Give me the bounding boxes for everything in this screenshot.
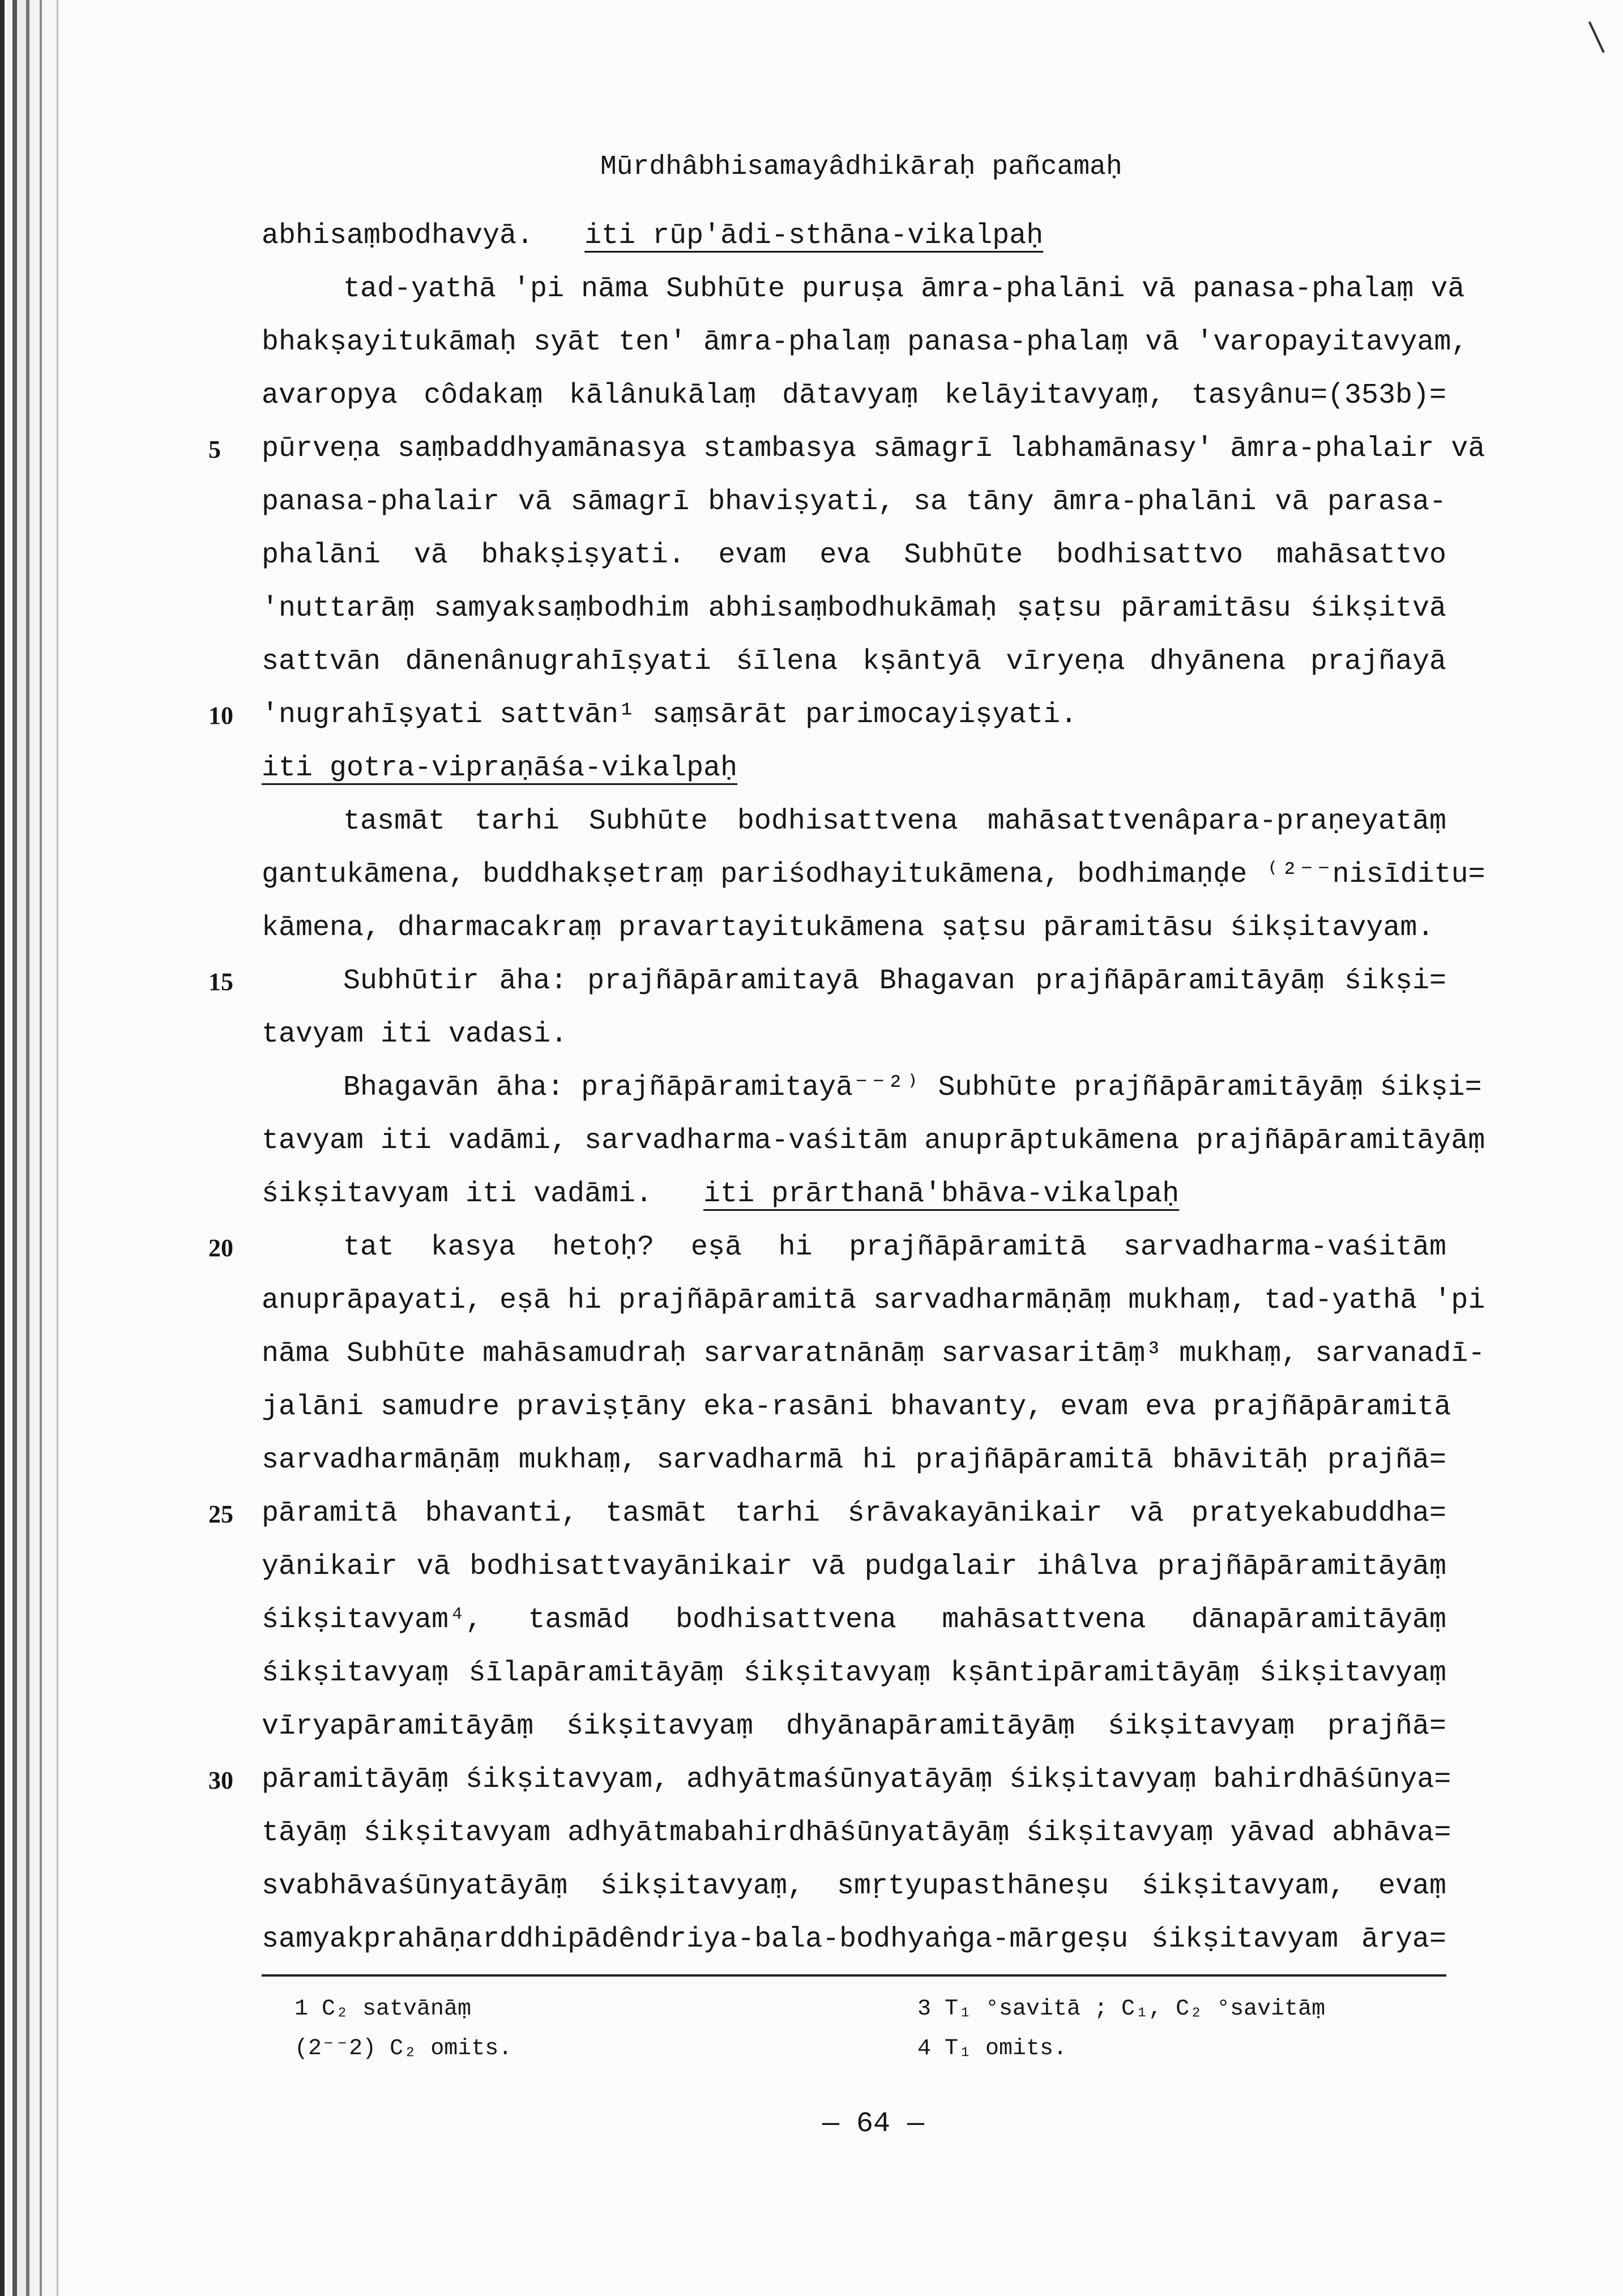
footnote-2: (2⁻⁻2) C₂ omits. bbox=[294, 2036, 512, 2062]
footnote-1: 1 C₂ satvānāṃ bbox=[294, 1996, 472, 2022]
footnote-3: 3 T₁ °savitā ; C₁, C₂ °savitāṃ bbox=[917, 1996, 1326, 2022]
section-colophon: iti prārthanā'bhāva-vikalpaḥ bbox=[703, 1178, 1180, 1210]
text-line: bhakṣayitukāmaḥ syāt ten' āmra-phalaṃ panasa-phalaṃ vā 'varopayitavyam, bbox=[262, 326, 1468, 359]
text-line: nāma Subhūte mahāsamudraḥ sarvaratnānāṃ sarvasaritāṃ³ mukhaṃ, sarvanadī- bbox=[262, 1338, 1485, 1370]
text-line: pūrveṇa saṃbaddhyamānasya stambasya sāmagrī labhamānasy' āmra-phalair vā bbox=[262, 433, 1485, 465]
text-line: tad-yathā 'pi nāma Subhūte puruṣa āmra-phalāni vā panasa-phalaṃ vā bbox=[343, 273, 1465, 305]
text-line: jalāni samudre praviṣṭāny eka-rasāni bhavanty, evam eva prajñāpāramitā bbox=[262, 1391, 1451, 1423]
text-line: avaropya côdakaṃ kālânukālaṃ dātavyaṃ kelāyitavyaṃ, tasyânu=(353b)= bbox=[262, 379, 1446, 412]
text-line: śikṣitavyaṃ śīlapāramitāyāṃ śikṣitavyaṃ kṣāntipāramitāyāṃ śikṣitavyaṃ bbox=[262, 1657, 1446, 1689]
text-line: pāramitā bhavanti, tasmāt tarhi śrāvakayānikair vā pratyekabuddha= bbox=[262, 1497, 1446, 1530]
text-line: yānikair vā bodhisattvayānikair vā pudgalair ihâlva prajñāpāramitāyāṃ bbox=[262, 1551, 1446, 1583]
text-line: śikṣitavyam⁴, tasmād bodhisattvena mahāsattvena dānapāramitāyāṃ bbox=[262, 1604, 1446, 1636]
footnote-4: 4 T₁ omits. bbox=[917, 2036, 1067, 2062]
footnote-rule bbox=[262, 1974, 1446, 1977]
text-line: sattvān dānenânugrahīṣyati śīlena kṣāntyā vīryeṇa dhyānena prajñayā bbox=[262, 646, 1446, 678]
text-line: sarvadharmāṇāṃ mukhaṃ, sarvadharmā hi prajñāpāramitā bhāvitāḥ prajñā= bbox=[262, 1444, 1446, 1476]
text-line: 'nuttarāṃ samyaksaṃbodhim abhisaṃbodhukāmaḥ ṣaṭsu pāramitāsu śikṣitvā bbox=[262, 592, 1446, 625]
line-number: 15 bbox=[208, 968, 233, 996]
text-line: phalāni vā bhakṣiṣyati. evam eva Subhūte bodhisattvo mahāsattvo bbox=[262, 539, 1446, 571]
running-header: Mūrdhâbhisamayâdhikāraḥ pañcamaḥ bbox=[600, 152, 1122, 182]
text-line: gantukāmena, buddhakṣetraṃ pariśodhayitukāmena, bodhimaṇḍe ⁽²⁻⁻nisīditu= bbox=[262, 859, 1485, 891]
text-line bbox=[262, 754, 1446, 783]
text-line: 'nugrahīṣyati sattvān¹ saṃsārāt parimocayiṣyati. bbox=[262, 699, 1078, 731]
text-line: kāmena, dharmacakraṃ pravartayitukāmena ṣaṭsu pāramitāsu śikṣitavyam. bbox=[262, 912, 1434, 944]
text-line: Subhūtir āha: prajñāpāramitayā Bhagavan prajñāpāramitāyāṃ śikṣi= bbox=[343, 965, 1446, 997]
text-line: pāramitāyāṃ śikṣitavyam, adhyātmaśūnyatāyāṃ śikṣitavyaṃ bahirdhāśūnya= bbox=[262, 1764, 1451, 1796]
text-line: Bhagavān āha: prajñāpāramitayā⁻⁻²⁾ Subhūte prajñāpāramitāyāṃ śikṣi= bbox=[343, 1072, 1482, 1104]
book-binding-edge bbox=[0, 0, 85, 2296]
text-line bbox=[262, 222, 1446, 250]
text-line: panasa-phalair vā sāmagrī bhaviṣyati, sa tāny āmra-phalāni vā parasa- bbox=[262, 486, 1446, 518]
line-number: 25 bbox=[208, 1500, 233, 1528]
text-line bbox=[262, 1180, 1446, 1209]
text-line: tasmāt tarhi Subhūte bodhisattvena mahāsattvenâpara-praṇeyatāṃ bbox=[343, 805, 1446, 838]
corner-scan-mark bbox=[1588, 15, 1618, 53]
text-line: svabhāvaśūnyatāyāṃ śikṣitavyaṃ, smṛtyupasthāneṣu śikṣitavyam, evaṃ bbox=[262, 1870, 1446, 1902]
text-segment: abhisaṃbodhavyā. bbox=[262, 220, 551, 252]
text-line: anuprāpayati, eṣā hi prajñāpāramitā sarvadharmāṇāṃ mukhaṃ, tad-yathā 'pi bbox=[262, 1284, 1485, 1317]
section-colophon: iti gotra-vipraṇāśa-vikalpaḥ bbox=[262, 752, 738, 784]
page-number: — 64 — bbox=[822, 2108, 925, 2140]
text-line: tavyam iti vadāmi, sarvadharma-vaśitām anuprāptukāmena prajñāpāramitāyāṃ bbox=[262, 1125, 1485, 1157]
line-number: 30 bbox=[208, 1766, 233, 1794]
section-colophon: iti rūp'ādi-sthāna-vikalpaḥ bbox=[584, 220, 1044, 252]
text-line: tāyāṃ śikṣitavyam adhyātmabahirdhāśūnyatāyāṃ śikṣitavyaṃ yāvad abhāva= bbox=[262, 1817, 1451, 1849]
line-number: 5 bbox=[208, 436, 221, 463]
line-number: 20 bbox=[208, 1234, 233, 1262]
text-line: tat kasya hetoḥ? eṣā hi prajñāpāramitā sarvadharma-vaśitām bbox=[343, 1231, 1446, 1264]
text-segment: śikṣitavyam iti vadāmi. bbox=[262, 1178, 670, 1210]
line-number: 10 bbox=[208, 702, 233, 729]
text-line: vīryapāramitāyāṃ śikṣitavyaṃ dhyānapāramitāyāṃ śikṣitavyaṃ prajñā= bbox=[262, 1710, 1446, 1743]
text-line: tavyam iti vadasi. bbox=[262, 1018, 568, 1051]
text-line: samyakprahāṇarddhipādêndriya-bala-bodhyaṅga-mārgeṣu śikṣitavyam ārya= bbox=[262, 1923, 1446, 1956]
